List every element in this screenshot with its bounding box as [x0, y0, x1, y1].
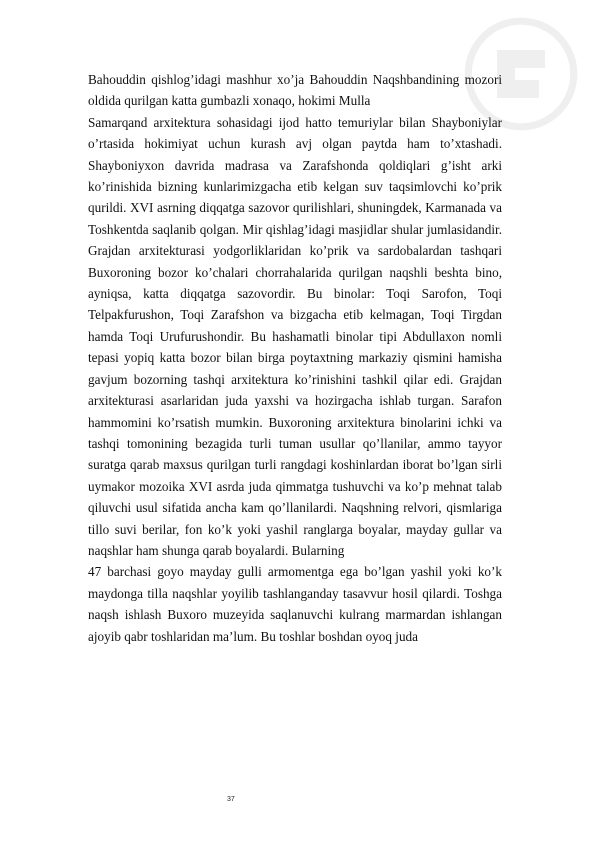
page-number: 37 — [227, 796, 235, 803]
body-text — [88, 69, 502, 647]
paragraph-1: Bahouddin qishlog’idagi mashhur xo’ja Bahouddin Naqshbandining mozori oldida qurilgan katta gumbazli xonaqo, hokimi Mulla — [88, 72, 502, 109]
paragraph-3: 47 barchasi goyo mayday gulli armomentga ega bo’lgan yashil yoki ko’k maydonga tilla naqshlar yoyilib tashlanganday tasavvur hosil qilardi. Toshga naqsh ishlash Buxoro muzeyida saqlanuvchi kulrang marmardan ishlangan ajoyib qabr toshlaridan ma’lum. Bu toshlar boshdan oyoq juda — [88, 564, 502, 644]
paragraph-2: Samarqand arxitektura sohasidagi ijod hatto temuriylar bilan Shayboniylar o’rtasida hokimiyat uchun kurash avj olgan paytda ham to’xtashadi. Shayboniyxon davrida madrasa va Zarafshonda qoldiqlari g’isht arki ko’rinishida bizning kunlarimizgacha etib kelgan suv taqsimlovchi ko’prik qurildi. XVI asrning diqqatga sazovor qurilishlari, shuningdek, Karmanada va Toshkentda saqlanib qolgan. Mir qishlag’idagi masjidlar shular jumlasidandir. Grajdan arxitekturasi yodgorliklaridan ko’prik va sardobalardan tashqari Buxoroning bozor ko’chalari chorrahalarida qurilgan naqshli beshta bino, ayniqsa, katta diqqatga sazovordir. Bu binolar: Toqi Sarofon, Toqi Telpakfurushon, Toqi Zarafshon va bizgacha etib kelmagan, Toqi Tirgdan hamda Toqi Urufurushondir. Bu hashamatli binolar tipi Abdullaxon nomli tepasi yopiq katta bozor bilan birga poytaxtning markaziy qismini hamisha gavjum bozorning tashqi arxitektura ko’rinishini tashkil qilar edi. Grajdan arxitekturasi asarlaridan juda yaxshi va hozirgacha ishlab turgan. Sarafon hammomini ko’rsatish mumkin. Buxoroning arxitektura binolarini ichki va tashqi tomonining bezagida turli tuman usullar qo’llanilar, ammo tayyor suratga qarab maxsus qurilgan turli rangdagi koshinlardan iborat bo’lgan sirli uymakor mozoika XVI asrda juda qimmatga tushuvchi va ko’p mehnat talab qiluvchi usul sifatida ancha kam qo’llanilardi. Naqshning relvori, qismlariga tillo suvi berilar, fon ko’k yoki yashil ranglarga boyalar, mayday gullar va naqshlar ham shunga qarab boyalardi. Bularning — [88, 114, 502, 558]
